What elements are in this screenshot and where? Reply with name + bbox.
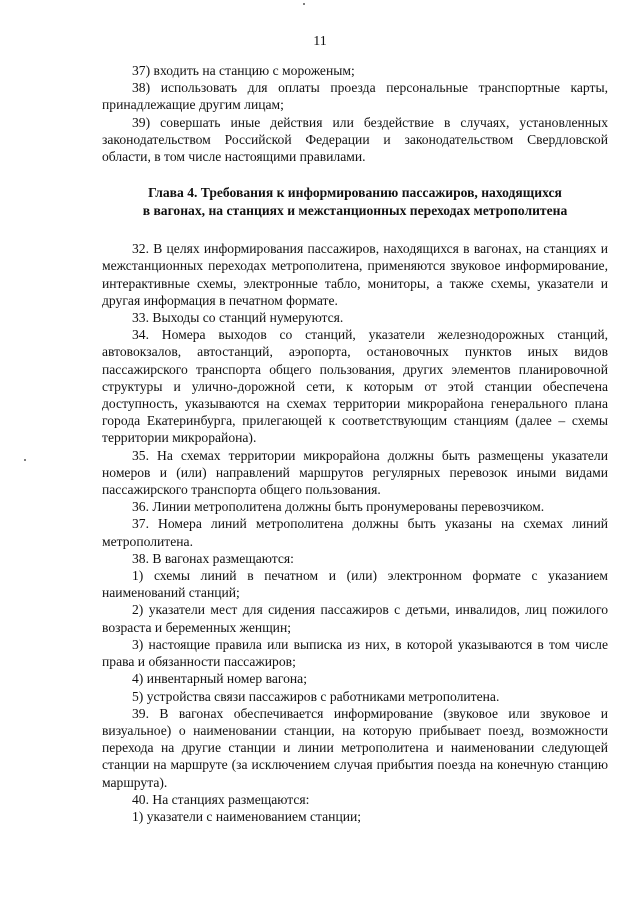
paragraph-36: 36. Линии метрополитена должны быть пронумерованы перевозчиком. [132,499,545,515]
paragraph-38: 38. В вагонах размещаются: [132,550,294,566]
paragraph-38-item-5: 5) устройства связи пассажиров с работниками метрополитена. [132,688,500,704]
paragraph-item-38: 38) использовать для оплаты проезда персональные транспортные карты, принадлежащие другим лицам; [102,80,608,113]
scan-speck [24,459,26,461]
paragraph-item-37: 37) входить на станцию с мороженым; [132,63,355,78]
paragraph-40: 40. На станциях размещаются: [132,791,310,807]
paragraph-39: 39. В вагонах обеспечивается информирование (звуковое или звуковое и визуальное) о наименовании станции, на которую прибывает поезд, возможности перехода на другие станции и линии метрополитена и наименовании следующей станции на маршруте (за исключением случая прибытия поезда на конечную станцию маршрута). [102,705,608,790]
paragraph-32: 32. В целях информирования пассажиров, находящихся в вагонах, на станциях и межстанционных переходах метрополитена, применяются звуковое информирование, интерактивные схемы, электронные табло, мониторы, а также схемы, указатели и другая информация в печатном формате. [102,241,608,308]
paragraph-item-39: 39) совершать иные действия или бездействие в случаях, установленных законодательством Российской Федерации и законодательством Свердловской области, в том числе настоящими правилами. [102,114,608,165]
document-body [102,62,608,825]
scan-speck [303,3,305,5]
page-number: 11 [313,34,327,49]
paragraph-38-item-3: 3) настоящие правила или выписка из них, в которой указываются в том числе права и обязанности пассажиров; [102,636,608,670]
paragraph-35: 35. На схемах территории микрорайона должны быть размещены указатели номеров и (или) направлений маршрутов регулярных перевозок иными видами пассажирского транспорта общего пользования. [102,447,608,498]
paragraph-33: 33. Выходы со станций нумеруются. [132,310,344,326]
paragraph-40-item-1: 1) указатели с наименованием станции; [132,808,362,824]
paragraph-38-item-4: 4) инвентарный номер вагона; [132,671,307,687]
paragraph-37: 37. Номера линий метрополитена должны быть указаны на схемах линий метрополитена. [102,516,608,549]
paragraph-34: 34. Номера выходов со станций, указатели железнодорожных станций, автовокзалов, автостанций, аэропорта, остановочных пунктов иных видов пассажирского транспорта общего пользования, других элементов планировочной структуры и улично-дорожной сети, к которым от этой станции обеспечена доступность, указываются на схемах территории микрорайона генерального плана города Екатеринбурга, прилегающей к соответствующим станциям (далее – схемы территории микрорайона). [102,327,608,446]
paragraph-38-item-2: 2) указатели мест для сидения пассажиров с детьми, инвалидов, лиц пожилого возраста и беременных женщин; [102,602,608,635]
chapter-heading-line-2: в вагонах, на станциях и межстанционных переходах метрополитена [142,203,568,219]
paragraph-38-item-1: 1) схемы линий в печатном и (или) электронном формате с указанием наименований станций; [102,568,608,601]
chapter-heading-line-1: Глава 4. Требования к информированию пассажиров, находящихся [148,185,562,201]
chapter-heading [102,184,608,220]
